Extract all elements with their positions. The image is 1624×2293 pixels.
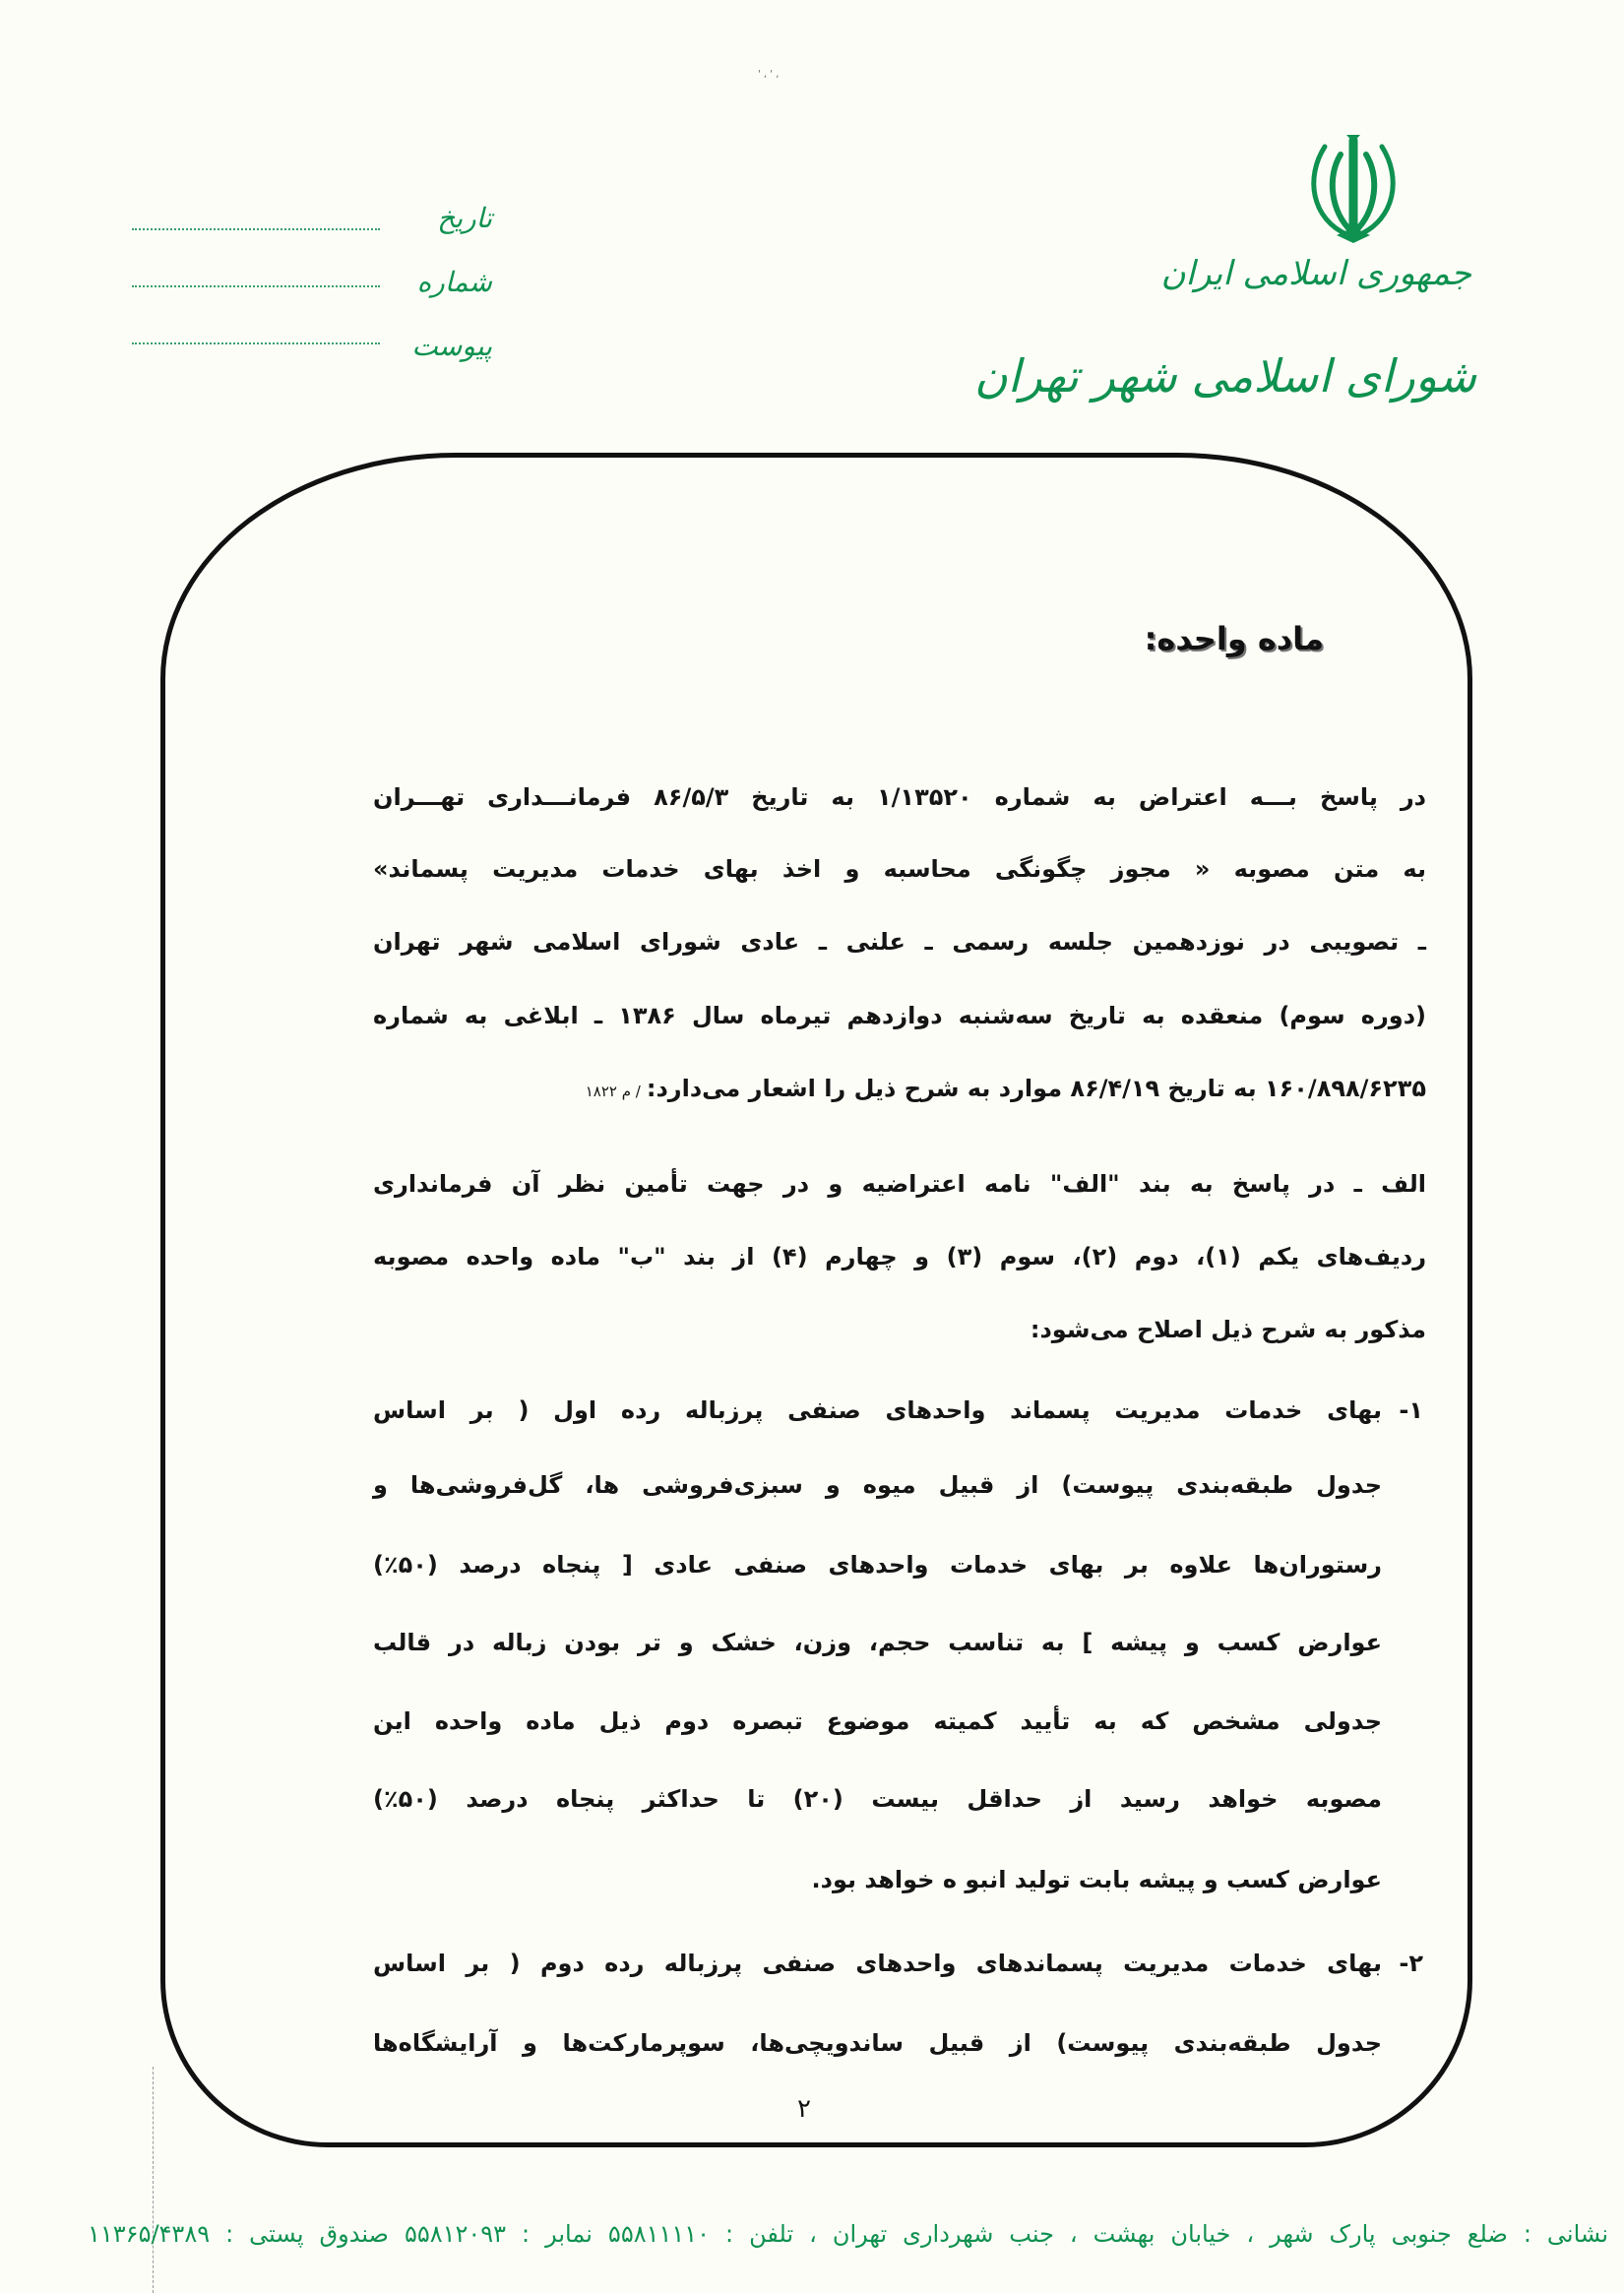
iran-emblem-icon bbox=[1297, 133, 1410, 251]
council-name: شورای اسلامی شهر تهران bbox=[974, 349, 1476, 403]
list-item-line: رستوران‌ها علاوه بر بهای خدمات واحدهای صنفی عادی [ پنجاه درصد (۵۰٪) bbox=[373, 1551, 1382, 1579]
body-line bbox=[373, 1075, 1426, 1102]
body-line bbox=[373, 1170, 1426, 1198]
body-text: در پاسخ به بند "الف" نامه اعتراضیه و در جهت تأمین نظر آن فرمانداری bbox=[373, 1170, 1336, 1198]
list-item-line: جدول طبقه‌بندی پیوست) از قبیل میوه و سبزی‌فروشی ها، گل‌فروشی‌ها و bbox=[373, 1471, 1382, 1499]
attachment-label: پیوست bbox=[411, 330, 492, 362]
list-item-line bbox=[373, 1950, 1423, 1977]
list-item-line: عوارض کسب و پیشه ] به تناسب حجم، وزن، خشک و تر بودن زباله در قالب bbox=[373, 1629, 1382, 1656]
list-number: ۲- bbox=[1399, 1950, 1423, 1977]
page-number: ۲ bbox=[797, 2094, 811, 2124]
list-item-line: جدولی مشخص که به تأیید کمیته موضوع تبصره دوم ذیل ماده واحده این bbox=[373, 1707, 1382, 1735]
body-text: بهای خدمات مدیریت پسماند واحدهای صنفی پرزباله رده اول ( بر اساس bbox=[373, 1396, 1382, 1424]
list-item-line bbox=[373, 1396, 1423, 1424]
scan-marks: ' , ' , bbox=[758, 69, 780, 80]
body-line: مذکور به شرح ذیل اصلاح می‌شود: bbox=[1030, 1316, 1426, 1343]
country-name: جمهوری اسلامی ایران bbox=[1160, 254, 1471, 293]
body-line: در پاسخ بـــه اعتراض به شماره ۱/۱۳۵۲۰ به تاریخ ۸۶/۵/۳ فرمانـــداری تهـــران bbox=[373, 783, 1427, 811]
list-item-line: مصوبه خواهد رسید از حداقل بیست (۲۰) تا حداکثر پنجاه درصد (۵۰٪) bbox=[373, 1785, 1383, 1813]
body-line: ردیف‌های یکم (۱)، دوم (۲)، سوم (۳) و چهارم (۴) از بند "ب" ماده واحده مصوبه bbox=[373, 1243, 1427, 1270]
clause-label: الف ـ bbox=[1353, 1170, 1426, 1198]
footer-address: نشانی : ضلع جنوبی پارک شهر ، خیابان بهشت ، جنب شهرداری تهران ، تلفن : ۵۵۸۱۱۱۱۰ نمابر : ۵۵۸۱۲۰۹۳ صندوق پستی : ۱۱۳۶۵/۴۳۸۹ bbox=[88, 2220, 1608, 2248]
list-item-line: عوارض کسب و پیشه بابت تولید انبو ه خواهد بود. bbox=[811, 1866, 1382, 1893]
list-item-line: جدول طبقه‌بندی پیوست) از قبیل ساندویچی‌ها، سوپرمارکت‌ها و آرایشگاه‌ها bbox=[373, 2029, 1382, 2057]
list-number: ۱- bbox=[1399, 1396, 1423, 1424]
scan-edge bbox=[153, 2067, 154, 2293]
body-text: ۱۶۰/۸۹۸/۶۲۳۵ به تاریخ ۸۶/۴/۱۹ موارد به شرح ذیل را اشعار می‌دارد: bbox=[646, 1075, 1426, 1102]
handwritten-note: / م ۱۸۲۲ bbox=[585, 1083, 641, 1100]
number-label: شماره bbox=[416, 266, 492, 298]
body-line: به متن مصوبه « مجوز چگونگی محاسبه و اخذ بهای خدمات مدیریت پسماند» bbox=[373, 855, 1426, 883]
date-label: تاریخ bbox=[437, 202, 492, 234]
number-field bbox=[132, 285, 380, 287]
body-line: (دوره سوم) منعقده به تاریخ سه‌شنبه دوازدهم تیرماه سال ۱۳۸۶ ـ ابلاغی به شماره bbox=[373, 1002, 1426, 1029]
date-field bbox=[132, 228, 380, 230]
body-text: بهای خدمات مدیریت پسماندهای واحدهای صنفی پرزباله رده دوم ( بر اساس bbox=[373, 1950, 1382, 1977]
body-line: ـ تصویبی در نوزدهمین جلسه رسمی ـ علنی ـ عادی شورای اسلامی شهر تهران bbox=[373, 928, 1426, 956]
section-title: ماده واحده: bbox=[1144, 620, 1324, 657]
attachment-field bbox=[132, 342, 380, 344]
